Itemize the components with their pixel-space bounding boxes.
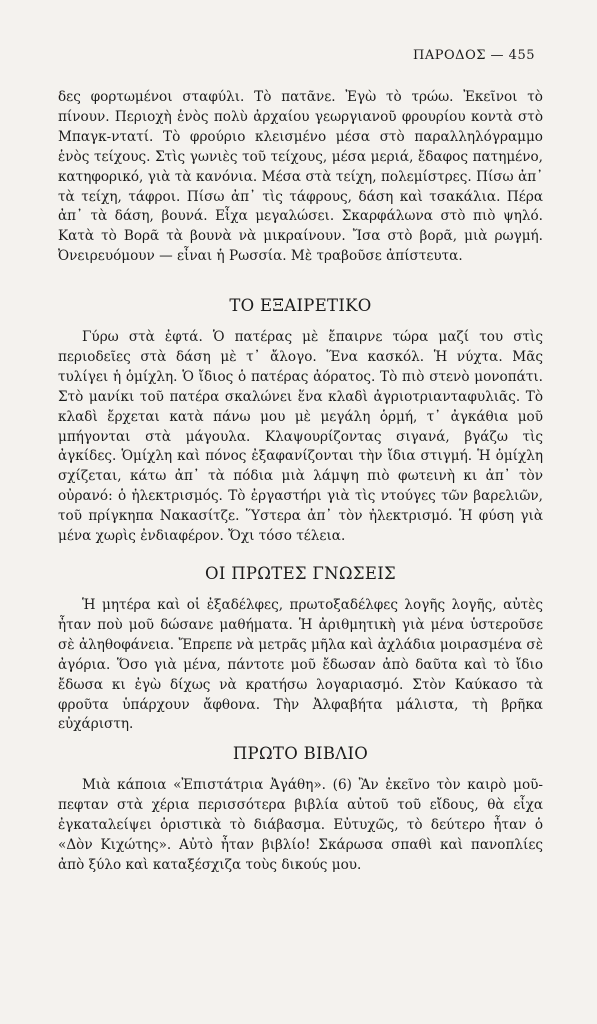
section-heading-proto-vivlio: ΠΡΩΤΟ ΒΙΒΛΙΟ (232, 744, 369, 763)
paragraph-proto-vivlio: Μιὰ κάποια «Ἐπιστάτρια Ἀγάθη». (6) Ἂν ἐκεῖνο τὸν καιρὸ μοῦ-πεφταν στὰ χέρια περισσότερα βιβλία αὐτοῦ τοῦ εἴδους, θὰ εἶχα ἐγκαταλείψει ὁριστικὰ τὸ διάβασμα. Εὐτυχῶς, τὸ δεύτερο ἦταν ὁ «Δὸν Κιχώτης». Αὐτὸ ἦταν βιβλίο! Σκάρωσα σπαθὶ καὶ πανοπλίες ἀπὸ ξύλο καὶ καταξέσχιζα τοὺς δικούς μου. (58, 777, 543, 873)
running-header: ΠΑΡΟΔΟΣ — 455 (413, 48, 535, 63)
section-heading-protes-gnoseis: ΟΙ ΠΡΩΤΕΣ ΓΝΩΣΕΙΣ (205, 564, 396, 583)
paragraph-exairetiko: Γύρω στὰ ἐφτά. Ὁ πατέρας μὲ ἔπαιρνε τώρα μαζί του στὶς περιοδεῖες στὰ δάση μὲ τ᾿ ἄλογο. Ἕνα κασκόλ. Ἡ νύχτα. Μᾶς τυλίγει ἡ ὁμίχλη. Ὁ ἴδιος ὁ πατέρας ἀόρατος. Τὸ πιὸ στενὸ μονοπάτι. Στὸ μανίκι τοῦ πατέρα σκαλώνει ἕνα κλαδὶ ἀγριοτριανταφυλιᾶς. Τὸ κλαδὶ ἔρχεται κατὰ πάνω μου μὲ μεγάλη ὁρμή, τ᾿ ἀγκάθια μοῦ μπήγονται στὰ μάγουλα. Κλαψουρίζοντας σιγανά, βγάζω τὶς ἀγκίδες. Ὁμίχλη καὶ πόνος ἐξαφανίζονται τὴν ἴδια στιγμή. Ἡ ὁμίχλη σχίζεται, κάτω ἀπ᾿ τὰ πόδια μιὰ λάμψη πιὸ φωτεινὴ κι ἀπ᾿ τὸν οὐρανό: ὁ ἠλεκτρισμός. Τὸ ἐργαστήρι γιὰ τὶς ντούγες τῶν βαρελιῶν, τοῦ πρίγκηπα Νακασίτζε. Ὕστερα ἀπ᾿ τὸν ἠλεκτρισμό. Ἡ φύση γιὰ μένα χωρὶς ἐνδιαφέρον. Ὄχι τόσο τέλεια. (58, 329, 543, 545)
paragraph-intro: δες φορτωμένοι σταφύλι. Τὸ πατᾶνε. Ἐγὼ τὸ τρώω. Ἐκεῖνοι τὸ πίνουν. Περιοχὴ ἑνὸς πολὺ ἀρχαίου γεωργιανοῦ φρουρίου κοντὰ στὸ Μπαγκ-ντατί. Τὸ φρούριο κλεισμένο μέσα στὸ παραλληλόγραμμο ἑνὸς τείχους. Στὶς γωνιὲς τοῦ τείχους, μέσα μεριά, ἔδαφος πατημένο, κατηφορικό, γιὰ τὰ κανόνια. Μέσα στὰ τείχη, πολεμίστρες. Πίσω ἀπ᾿ τὰ τείχη, τάφροι. Πίσω ἀπ᾿ τὶς τάφρους, δάση καὶ τσακάλια. Πέρα ἀπ᾿ τὰ δάση, βουνά. Εἶχα μεγαλώσει. Σκαρφάλωνα στὸ πιὸ ψηλό. Κατὰ τὸ Βορᾶ τὰ βουνὰ νὰ μικραίνουν. Ἴσα στὸ βορᾶ, μιὰ ρωγμή. Ὀνειρευόμουν — εἶναι ἡ Ρωσσία. Μὲ τραβοῦσε ἀπίστευτα. (58, 89, 543, 265)
paragraph-protes-gnoseis: Ἡ μητέρα καὶ οἱ ἐξαδέλφες, πρωτοξαδέλφες λογῆς λογῆς, αὐτὲς ἦταν ποὺ μοῦ δώσανε μαθήματα. Ἡ ἀριθμητικὴ γιὰ μένα ὑστεροῦσε σὲ ἀληθοφάνεια. Ἔπρεπε νὰ μετρᾶς μῆλα καὶ ἀχλάδια μοιρασμένα σὲ ἀγόρια. Ὅσο γιὰ μένα, πάντοτε μοῦ ἔδωσαν ἀπὸ δαῦτα καὶ τὸ ἴδιο ἔδωσα κι ἐγὼ δίχως νὰ κρατήσω λογαριασμό. Στὸν Καύκασο τὰ φροῦτα ὑπάρχουν ἄφθονα. Τὴν Ἀλφαβήτα μάλιστα, τὴ βρῆκα εὐχάριστη. (58, 597, 543, 733)
section-heading-exairetiko: ΤΟ ΕΞΑΙΡΕΤΙΚΟ (229, 296, 372, 315)
